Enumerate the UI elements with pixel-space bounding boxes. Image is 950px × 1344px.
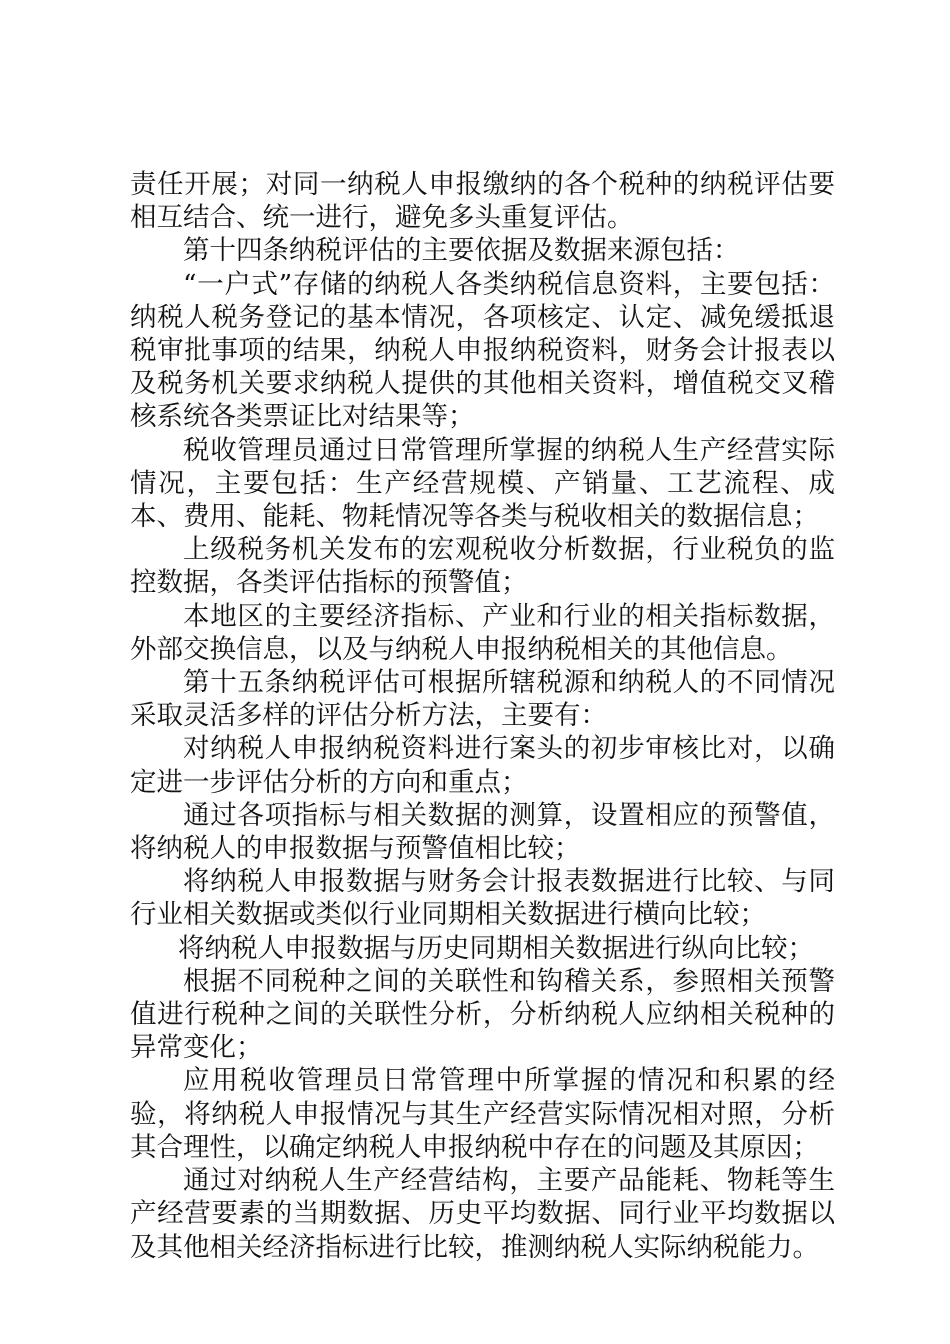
paragraph-method-seven: 通过对纳税人生产经营结构，主要产品能耗、物耗等生产经营要素的当期数据、历史平均数据、同行业平均数据以及其他相关经济指标进行比较，推测纳税人实际纳税能力。: [130, 1165, 835, 1263]
paragraph-continuation: 责任开展；对同一纳税人申报缴纳的各个税种的纳税评估要相互结合、统一进行，避免多头重复评估。: [130, 169, 835, 234]
paragraph-method-five: 根据不同税种之间的关联性和钩稽关系，参照相关预警值进行税种之间的关联性分析，分析纳税人应纳相关税种的异常变化；: [130, 965, 835, 1064]
document-body: [130, 168, 835, 1264]
article-14-heading: 第十四条纳税评估的主要依据及数据来源包括：: [183, 235, 740, 267]
paragraph-method-six: 应用税收管理员日常管理中所掌握的情况和积累的经验，将纳税人申报情况与其生产经营实际情况相对照，分析其合理性，以确定纳税人申报纳税中存在的问题及其原因；: [130, 1065, 835, 1163]
paragraph-method-four: 将纳税人申报数据与历史同期相关数据进行纵向比较；: [178, 932, 814, 964]
paragraph-method-two: 通过各项指标与相关数据的测算，设置相应的预警值，将纳税人的申报数据与预警值相比较；: [130, 799, 835, 865]
paragraph-method-three: 将纳税人申报数据与财务会计报表数据进行比较、与同行业相关数据或类似行业同期相关数据进行横向比较；: [130, 866, 835, 931]
paragraph-source-four: 本地区的主要经济指标、产业和行业的相关指标数据，外部交换信息，以及与纳税人申报纳税相关的其他信息。: [130, 600, 835, 665]
paragraph-source-two: 税收管理员通过日常管理所掌握的纳税人生产经营实际情况，主要包括：生产经营规模、产销量、工艺流程、成本、费用、能耗、物耗情况等各类与税收相关的数据信息；: [130, 434, 835, 533]
article-15-heading: 第十五条纳税评估可根据所辖税源和纳税人的不同情况采取灵活多样的评估分析方法，主要有：: [130, 667, 835, 732]
paragraph-source-three: 上级税务机关发布的宏观税收分析数据，行业税负的监控数据，各类评估指标的预警值；: [130, 534, 835, 599]
paragraph-source-one: “一户式”存储的纳税人各类纳税信息资料，主要包括：纳税人税务登记的基本情况，各项核定、认定、减免缓抵退税审批事项的结果，纳税人申报纳税资料，财务会计报表以及税务机关要求纳税人提供的其他相关资料，增值税交叉稽核系统各类票证比对结果等；: [130, 268, 835, 433]
paragraph-method-one: 对纳税人申报纳税资料进行案头的初步审核比对，以确定进一步评估分析的方向和重点；: [130, 733, 835, 798]
